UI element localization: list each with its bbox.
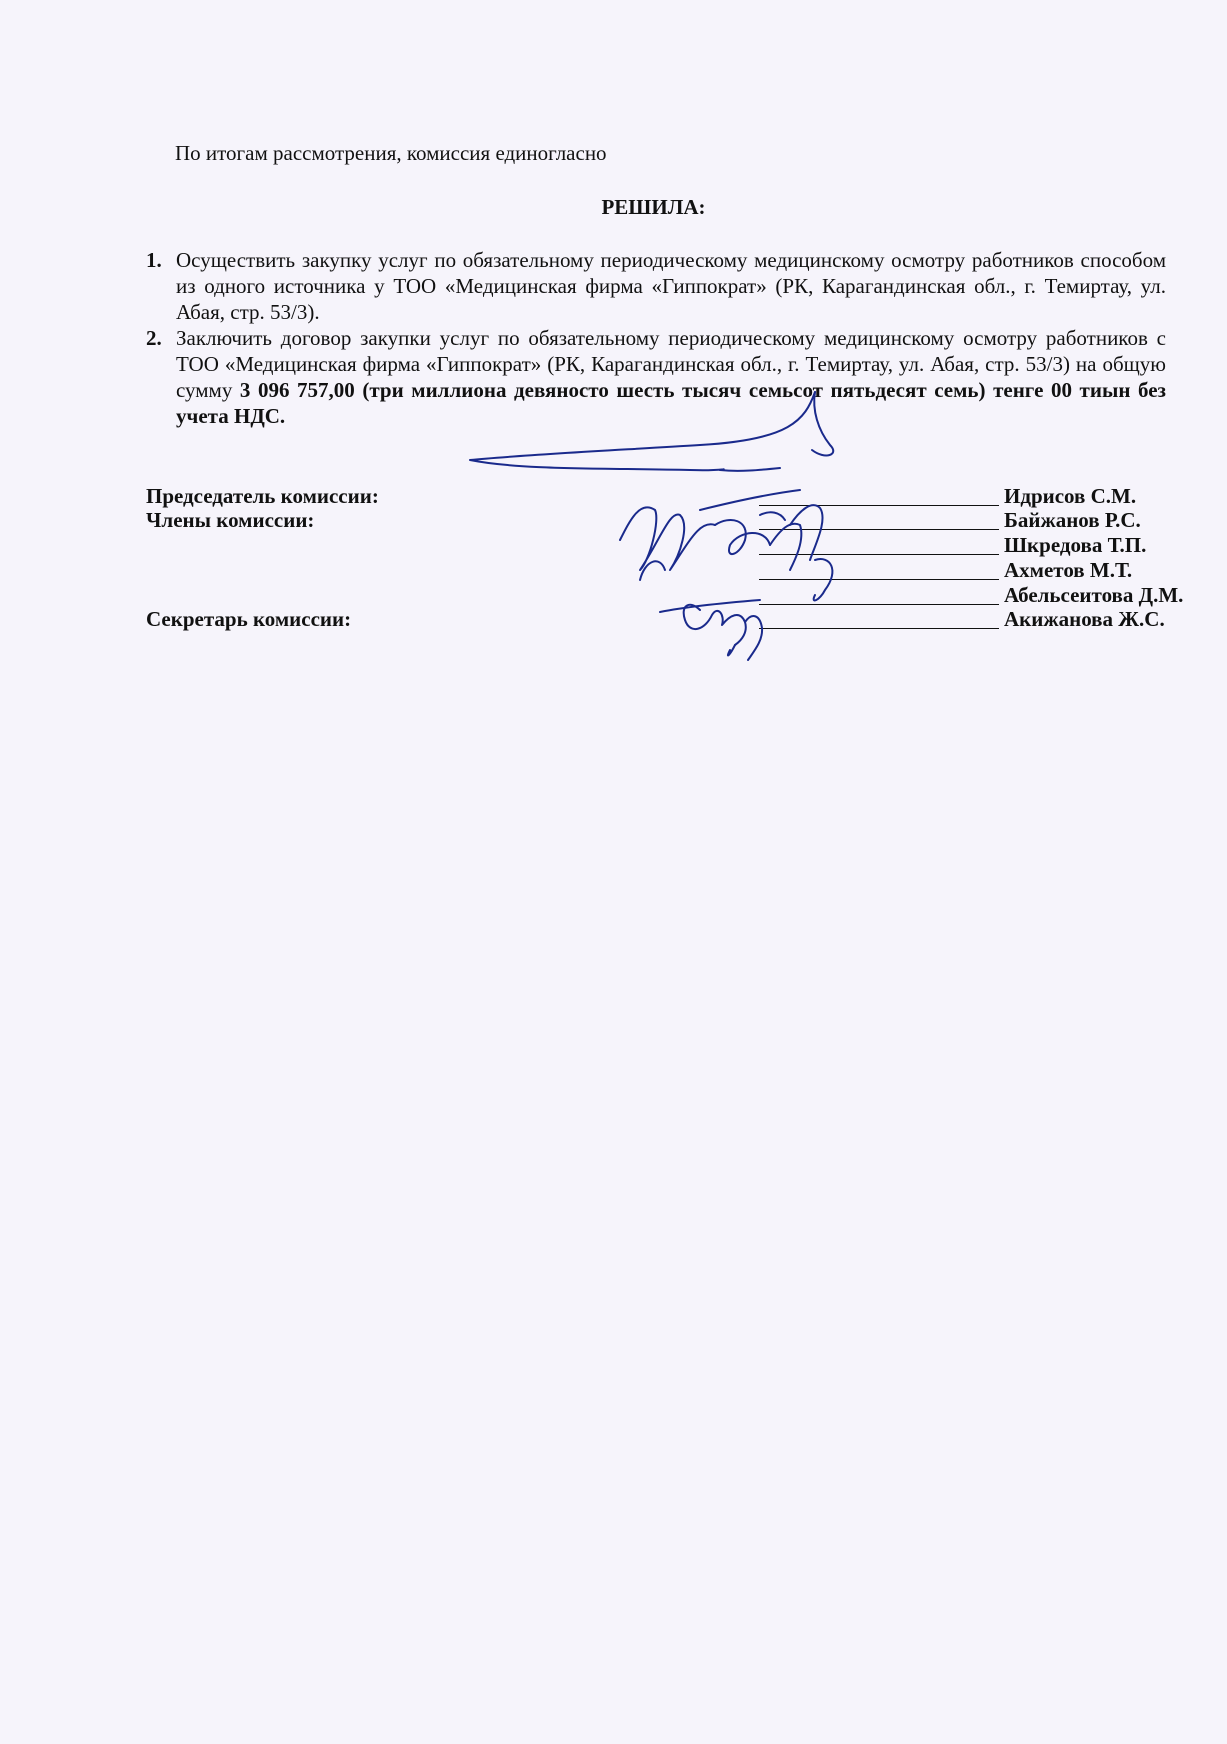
- signatory-name: Ахметов М.Т.: [1004, 558, 1133, 582]
- signatory-name: Акижанова Ж.С.: [1004, 607, 1165, 631]
- signature-row: [616, 533, 1147, 559]
- members-label: Члены комиссии:: [146, 508, 315, 532]
- signature-line: [759, 604, 999, 605]
- signature-row: [616, 508, 1141, 534]
- decision-item-1: [146, 247, 1166, 325]
- decision-number: 1.: [146, 248, 162, 272]
- signature-line: [759, 579, 999, 580]
- signatory-name: Абельсеитова Д.М.: [1004, 583, 1184, 607]
- decision-list: [146, 247, 1166, 429]
- signature-row: [616, 583, 1184, 609]
- decision-number: 2.: [146, 326, 162, 350]
- decision-item-2: [146, 325, 1166, 429]
- signature-row: [616, 558, 1133, 584]
- signature-line: [759, 554, 999, 555]
- decision-text: Осуществить закупку услуг по обязательному периодическому медицинскому осмотру работников способом из одного источника у ТОО «Медицинская фирма «Гиппократ» (РК, Карагандинская обл., г. Темиртау, ул. Абая, стр. 53/3).: [176, 248, 1166, 324]
- signature-line: [759, 529, 999, 530]
- signatory-name: Байжанов Р.С.: [1004, 508, 1141, 532]
- decision-text: Заключить договор закупки услуг по обязательному периодическому медицинскому осмотру работников с ТОО «Медицинская фирма «Гиппократ» (РК, Карагандинская обл., г. Темиртау, ул. Абая, стр. 53/3) на общую сумму: [176, 326, 1166, 402]
- signature-row: [616, 484, 1137, 510]
- decision-title: РЕШИЛА:: [601, 195, 706, 219]
- signature-line: [759, 628, 999, 629]
- signature-row: [616, 607, 1165, 633]
- signatory-name: Идрисов С.М.: [1004, 484, 1137, 508]
- signature-line: [759, 505, 999, 506]
- intro-text: По итогам рассмотрения, комиссия единогласно: [175, 141, 607, 165]
- chairman-label: Председатель комиссии:: [146, 484, 379, 508]
- secretary-label: Секретарь комиссии:: [146, 607, 352, 631]
- decision-amount: 3 096 757,00 (три миллиона девяносто шесть тысяч семьсот пятьдесят семь) тенге 00 тиын без учета НДС.: [176, 378, 1166, 428]
- signatory-name: Шкредова Т.П.: [1004, 533, 1147, 557]
